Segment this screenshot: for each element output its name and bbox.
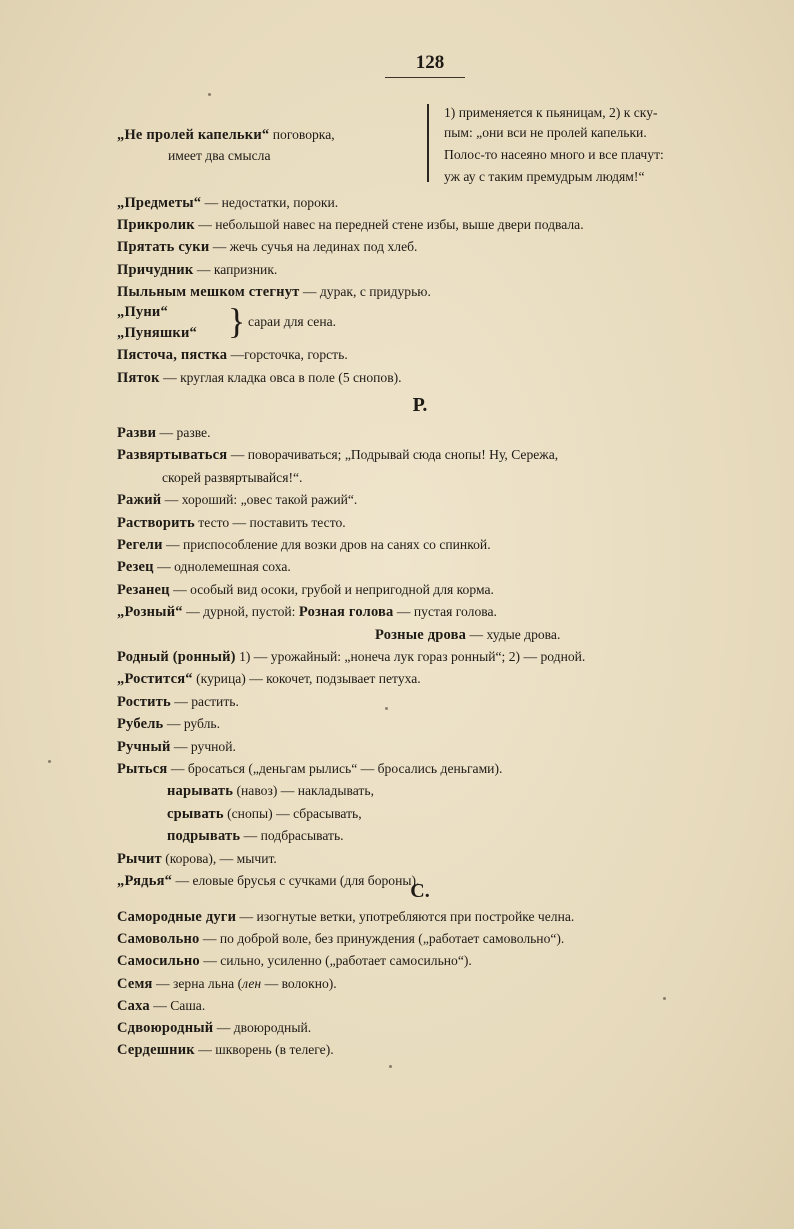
headword: Прятать суки <box>117 239 210 256</box>
brace-line <box>427 104 429 182</box>
headword: Розные дрова <box>375 626 467 643</box>
dictionary-entry <box>117 491 357 509</box>
definition: — подбрасывать. <box>240 828 344 844</box>
definition: — двоюродный. <box>213 1020 312 1035</box>
headword: Резец <box>117 559 154 576</box>
headword: Саха <box>117 997 150 1014</box>
headword: „Розный“ <box>117 604 183 621</box>
entry-ne-proley <box>117 127 335 144</box>
headword: Пяток <box>117 369 160 386</box>
paper-speck <box>385 707 388 710</box>
definition: поговорка, <box>272 127 335 142</box>
definition: — изогнутые ветки, употребляются при постройке челна. <box>236 909 575 924</box>
headword: Ростить <box>117 693 171 710</box>
dictionary-entry <box>117 369 402 387</box>
definition: — особый вид осоки, грубой и непригодной для корма. <box>169 581 494 597</box>
headword: Пясточа, пястка <box>117 347 228 363</box>
headword: „Предметы“ <box>117 195 202 211</box>
definition: тесто — поставить тесто. <box>194 514 346 530</box>
definition: — сильно, усиленно („работает самосильно“). <box>199 953 472 969</box>
definition: скорей развяртывайся!“. <box>162 469 303 485</box>
dictionary-entry <box>117 1019 311 1037</box>
definition: — худые дрова. <box>466 626 561 642</box>
headword: Семя <box>117 975 153 992</box>
definition: — разве. <box>156 425 211 440</box>
dictionary-entry <box>117 216 584 234</box>
definition: — недостатки, пороки. <box>201 195 339 210</box>
dictionary-entry <box>117 693 239 711</box>
definition: 1) — урожайный: „нонеча лук гораз ронный“; 2) — родной. <box>235 649 586 664</box>
headword: нарывать <box>167 783 234 800</box>
entry-punyashki <box>117 324 197 342</box>
dictionary-entry <box>117 603 497 621</box>
dictionary-entry <box>117 446 558 464</box>
entry-puni <box>117 303 168 321</box>
headword: Родный (ронный) <box>117 649 236 665</box>
dictionary-entry <box>167 782 374 800</box>
definition: сараи для сена. <box>248 314 337 329</box>
definition: — небольшой навес на передней стене избы, выше двери подвала. <box>194 217 584 233</box>
dictionary-entry <box>117 558 291 576</box>
definition: (навоз) — накладывать, <box>233 783 374 799</box>
headword: Растворить <box>117 514 195 531</box>
page-number: 128 <box>415 52 445 73</box>
dictionary-entry <box>117 514 346 532</box>
dictionary-entry <box>117 261 277 279</box>
definition: — Саша. <box>149 997 206 1013</box>
definition: — круглая кладка овса в поле (5 снопов). <box>159 369 402 385</box>
dictionary-entry <box>375 626 560 644</box>
paper-speck <box>663 997 666 1000</box>
headword: Развяртываться <box>117 447 228 464</box>
definition: —горсточка, горсть. <box>227 347 348 362</box>
dictionary-entry <box>167 805 362 823</box>
definition: — хороший: „овес такой ражий“. <box>161 492 358 508</box>
dictionary-entry <box>117 536 491 554</box>
dictionary-entry <box>117 194 338 212</box>
headword: Разви <box>117 425 157 441</box>
definition: (снопы) — сбрасывать, <box>223 805 362 821</box>
headword: Ручный <box>117 738 171 755</box>
headword: Сердешник <box>117 1042 195 1059</box>
headword: подрывать <box>167 828 241 845</box>
headword: Резанец <box>117 581 170 598</box>
dictionary-entry <box>117 760 502 778</box>
definition: — растить. <box>170 693 239 709</box>
definition: — рубль. <box>163 716 221 732</box>
definition: — шкворень (в телеге). <box>194 1042 334 1058</box>
definition: — поворачиваться; „Подрывай сюда снопы! Ну, Сережа, <box>227 447 559 463</box>
definition-secondary: — волокно). <box>261 975 337 991</box>
headword: Самовольно <box>117 931 200 948</box>
dictionary-entry <box>117 872 419 890</box>
dictionary-entry <box>117 1041 334 1059</box>
definition: — капризник. <box>193 261 278 277</box>
dictionary-entry <box>167 827 344 845</box>
dictionary-entry <box>162 469 302 487</box>
headword-secondary: Розная голова <box>298 604 394 621</box>
dictionary-entry <box>117 648 585 666</box>
brace-text-line: Полос-то насеяно много и все плачут: <box>444 147 664 162</box>
section-letter-s: С. <box>410 880 430 902</box>
paper-speck <box>208 93 211 96</box>
dictionary-entry <box>117 581 494 599</box>
definition: — ручной. <box>170 738 236 754</box>
headword: Рыться <box>117 761 168 777</box>
definition: — по доброй воле, без принуждения („работает самовольно“). <box>199 931 565 947</box>
dictionary-entry <box>117 346 348 364</box>
headword: „Не пролей капельки“ <box>117 127 270 143</box>
brace-text-line: пым: „они вси не пролей капельки. <box>444 125 647 140</box>
headword: Причудник <box>117 261 194 278</box>
definition: — дурной, пустой: <box>182 604 299 620</box>
brace-icon: } <box>228 301 246 341</box>
definition: — бросаться („деньгам рылись“ — бросались деньгами). <box>167 761 503 776</box>
dictionary-entry <box>117 908 574 926</box>
definition-secondary: — пустая голова. <box>393 604 497 620</box>
headword: Пыльным мешком стегнут <box>117 283 300 300</box>
headword: Сдвоюродный <box>117 1020 214 1036</box>
definition: — еловые брусья с сучками (для бороны). <box>172 873 420 888</box>
brace-text-line: 1) применяется к пьяницам, 2) к ску- <box>444 105 658 120</box>
dictionary-entry <box>117 424 211 442</box>
dictionary-entry <box>117 997 205 1015</box>
definition: — приспособление для возки дров на санях со спинкой. <box>162 537 491 552</box>
headword: „Пуни“ <box>117 304 168 320</box>
dictionary-entry <box>117 975 337 993</box>
definition: (корова), — мычит. <box>161 850 277 866</box>
definition: — зерна льна ( <box>152 975 243 991</box>
paper-speck <box>48 760 51 763</box>
dictionary-entry <box>117 738 236 756</box>
italic-term: лен <box>242 975 262 991</box>
headword: Самородные дуги <box>117 909 237 925</box>
dictionary-entry <box>117 715 220 733</box>
dictionary-entry <box>117 283 431 301</box>
headword: „Ростится“ <box>117 671 193 688</box>
headword: Регели <box>117 537 163 553</box>
definition: — дурак, с придурью. <box>299 283 431 299</box>
dictionary-entry <box>117 952 472 970</box>
dictionary-entry <box>117 670 421 688</box>
headword: „Пуняшки“ <box>117 325 197 341</box>
page-number-rule <box>385 77 465 78</box>
dictionary-entry <box>117 930 564 948</box>
headword: „Рядья“ <box>117 873 173 889</box>
definition: — жечь сучья на лединах под хлеб. <box>209 239 418 255</box>
paper-speck <box>389 1065 392 1068</box>
dictionary-entry <box>117 238 417 256</box>
definition: — однолемешная соха. <box>153 559 291 575</box>
headword: Прикролик <box>117 217 195 234</box>
brace-text-line: уж ау с таким премудрым людям!“ <box>444 169 645 184</box>
headword: Самосильно <box>117 953 200 970</box>
headword: Рычит <box>117 850 162 867</box>
section-letter-r: Р. <box>412 394 428 416</box>
headword: Рубель <box>117 716 164 733</box>
definition: (курица) — кокочет, подзывает петуха. <box>192 671 421 687</box>
headword: срывать <box>167 805 224 822</box>
dictionary-entry <box>117 850 277 868</box>
definition-continued: имеет два смысла <box>168 148 271 163</box>
headword: Ражий <box>117 492 162 509</box>
